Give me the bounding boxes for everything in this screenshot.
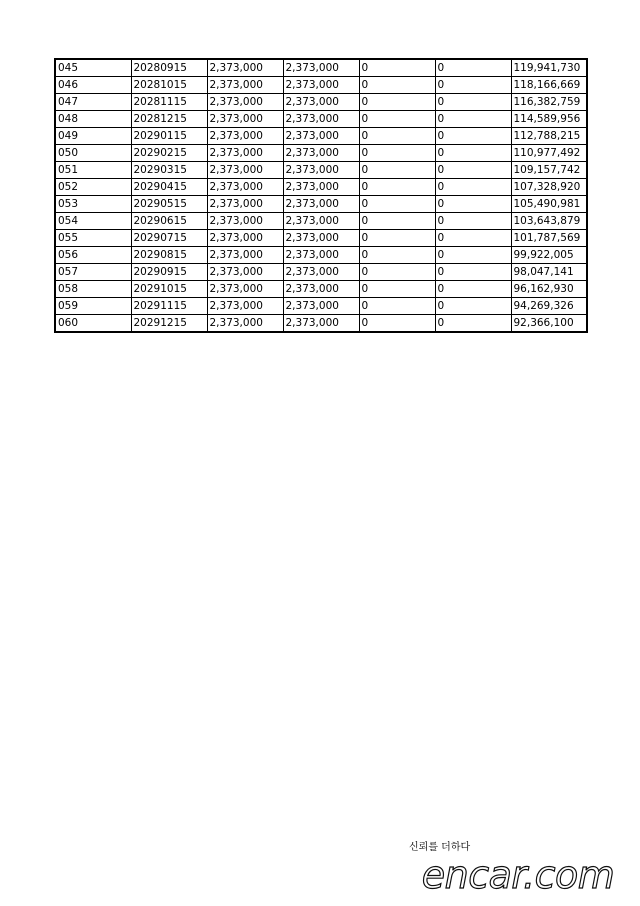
table-cell: 2,373,000 — [207, 315, 283, 333]
table-cell: 2,373,000 — [207, 94, 283, 111]
table-row — [55, 179, 587, 196]
table-cell: 2,373,000 — [207, 281, 283, 298]
table-cell: 2,373,000 — [283, 77, 359, 94]
table-cell: 98,047,141 — [511, 264, 587, 281]
table-cell: 2,373,000 — [207, 162, 283, 179]
table-cell: 0 — [435, 162, 511, 179]
table-cell: 0 — [359, 94, 435, 111]
table-cell: 2,373,000 — [283, 213, 359, 230]
table-cell: 94,269,326 — [511, 298, 587, 315]
table-cell: 2,373,000 — [207, 247, 283, 264]
table-cell: 2,373,000 — [207, 128, 283, 145]
table-cell: 107,328,920 — [511, 179, 587, 196]
table-cell: 20281115 — [131, 94, 207, 111]
table-cell: 0 — [359, 230, 435, 247]
table-cell: 20290815 — [131, 247, 207, 264]
table-row — [55, 59, 587, 77]
table-cell: 2,373,000 — [283, 145, 359, 162]
table-cell: 2,373,000 — [283, 298, 359, 315]
table-row — [55, 111, 587, 128]
table-cell: 047 — [55, 94, 131, 111]
table-cell: 046 — [55, 77, 131, 94]
table-row — [55, 213, 587, 230]
table-cell: 053 — [55, 196, 131, 213]
table-cell: 0 — [359, 298, 435, 315]
table-cell: 0 — [359, 264, 435, 281]
table-cell: 0 — [359, 162, 435, 179]
table-cell: 105,490,981 — [511, 196, 587, 213]
table-row — [55, 264, 587, 281]
table-cell: 110,977,492 — [511, 145, 587, 162]
table-cell: 0 — [359, 281, 435, 298]
table-cell: 059 — [55, 298, 131, 315]
table-cell: 2,373,000 — [207, 179, 283, 196]
table-cell: 92,366,100 — [511, 315, 587, 333]
table-cell: 2,373,000 — [283, 111, 359, 128]
table-cell: 057 — [55, 264, 131, 281]
table-cell: 20290515 — [131, 196, 207, 213]
table-cell: 0 — [435, 111, 511, 128]
table-cell: 20290915 — [131, 264, 207, 281]
table-row — [55, 145, 587, 162]
table-row — [55, 298, 587, 315]
table-row — [55, 247, 587, 264]
table-cell: 0 — [435, 94, 511, 111]
encar-logo-text: encar.com — [421, 853, 615, 897]
table-cell: 112,788,215 — [511, 128, 587, 145]
table-cell: 20290415 — [131, 179, 207, 196]
table-cell: 2,373,000 — [207, 59, 283, 77]
table-cell: 048 — [55, 111, 131, 128]
table-cell: 20291115 — [131, 298, 207, 315]
table-cell: 0 — [359, 77, 435, 94]
table-cell: 118,166,669 — [511, 77, 587, 94]
table-cell: 060 — [55, 315, 131, 333]
table-row — [55, 196, 587, 213]
table-cell: 20291015 — [131, 281, 207, 298]
table-cell: 0 — [435, 196, 511, 213]
table-cell: 2,373,000 — [283, 315, 359, 333]
table-cell: 0 — [435, 298, 511, 315]
table-cell: 103,643,879 — [511, 213, 587, 230]
table-cell: 20290315 — [131, 162, 207, 179]
table-cell: 052 — [55, 179, 131, 196]
table-cell: 2,373,000 — [283, 59, 359, 77]
footer-slogan: 신뢰를 더하다 — [409, 842, 471, 853]
table-cell: 20281215 — [131, 111, 207, 128]
table-cell: 0 — [435, 213, 511, 230]
table-row — [55, 162, 587, 179]
table-cell: 0 — [435, 59, 511, 77]
table-cell: 0 — [359, 59, 435, 77]
table-cell: 20290715 — [131, 230, 207, 247]
table-row — [55, 315, 587, 333]
table-cell: 0 — [435, 247, 511, 264]
table-cell: 054 — [55, 213, 131, 230]
table-cell: 051 — [55, 162, 131, 179]
table-cell: 0 — [435, 281, 511, 298]
table-cell: 2,373,000 — [283, 162, 359, 179]
table-cell: 0 — [359, 213, 435, 230]
table-cell: 20290215 — [131, 145, 207, 162]
table-cell: 20280915 — [131, 59, 207, 77]
table-cell: 101,787,569 — [511, 230, 587, 247]
table-cell: 2,373,000 — [283, 247, 359, 264]
table-cell: 058 — [55, 281, 131, 298]
table-cell: 2,373,000 — [283, 196, 359, 213]
table-cell: 2,373,000 — [283, 230, 359, 247]
table-cell: 20290615 — [131, 213, 207, 230]
table-cell: 056 — [55, 247, 131, 264]
table-cell: 0 — [359, 145, 435, 162]
table-cell: 2,373,000 — [283, 94, 359, 111]
table-cell: 0 — [435, 315, 511, 333]
table-cell: 2,373,000 — [207, 230, 283, 247]
table-cell: 049 — [55, 128, 131, 145]
table-cell: 0 — [359, 196, 435, 213]
table-cell: 2,373,000 — [207, 298, 283, 315]
table-cell: 2,373,000 — [283, 179, 359, 196]
table-cell: 96,162,930 — [511, 281, 587, 298]
table-cell: 20291215 — [131, 315, 207, 333]
table-cell: 119,941,730 — [511, 59, 587, 77]
table-cell: 2,373,000 — [283, 281, 359, 298]
table-cell: 2,373,000 — [207, 77, 283, 94]
table-cell: 0 — [435, 77, 511, 94]
table-cell: 116,382,759 — [511, 94, 587, 111]
table-cell: 2,373,000 — [283, 128, 359, 145]
table-row — [55, 230, 587, 247]
table-row — [55, 94, 587, 111]
table-cell: 055 — [55, 230, 131, 247]
table-cell: 0 — [359, 128, 435, 145]
table-cell: 0 — [359, 111, 435, 128]
table-cell: 2,373,000 — [207, 145, 283, 162]
table-cell: 0 — [435, 264, 511, 281]
table-row — [55, 128, 587, 145]
table-cell: 0 — [435, 128, 511, 145]
table-cell: 0 — [359, 247, 435, 264]
table-cell: 2,373,000 — [207, 111, 283, 128]
table-row — [55, 281, 587, 298]
table-row — [55, 77, 587, 94]
table-cell: 045 — [55, 59, 131, 77]
repayment-schedule-table — [54, 58, 588, 333]
table-cell: 2,373,000 — [207, 213, 283, 230]
table-cell: 20281015 — [131, 77, 207, 94]
table-cell: 0 — [359, 315, 435, 333]
table-cell: 2,373,000 — [207, 264, 283, 281]
table-cell: 050 — [55, 145, 131, 162]
table-cell: 2,373,000 — [207, 196, 283, 213]
table-cell: 2,373,000 — [283, 264, 359, 281]
table-cell: 0 — [435, 230, 511, 247]
table-cell: 99,922,005 — [511, 247, 587, 264]
encar-logo — [400, 852, 636, 898]
table-cell: 0 — [435, 145, 511, 162]
table-cell: 20290115 — [131, 128, 207, 145]
table-cell: 0 — [435, 179, 511, 196]
table-cell: 109,157,742 — [511, 162, 587, 179]
table-body — [55, 59, 587, 332]
table-cell: 114,589,956 — [511, 111, 587, 128]
table-cell: 0 — [359, 179, 435, 196]
